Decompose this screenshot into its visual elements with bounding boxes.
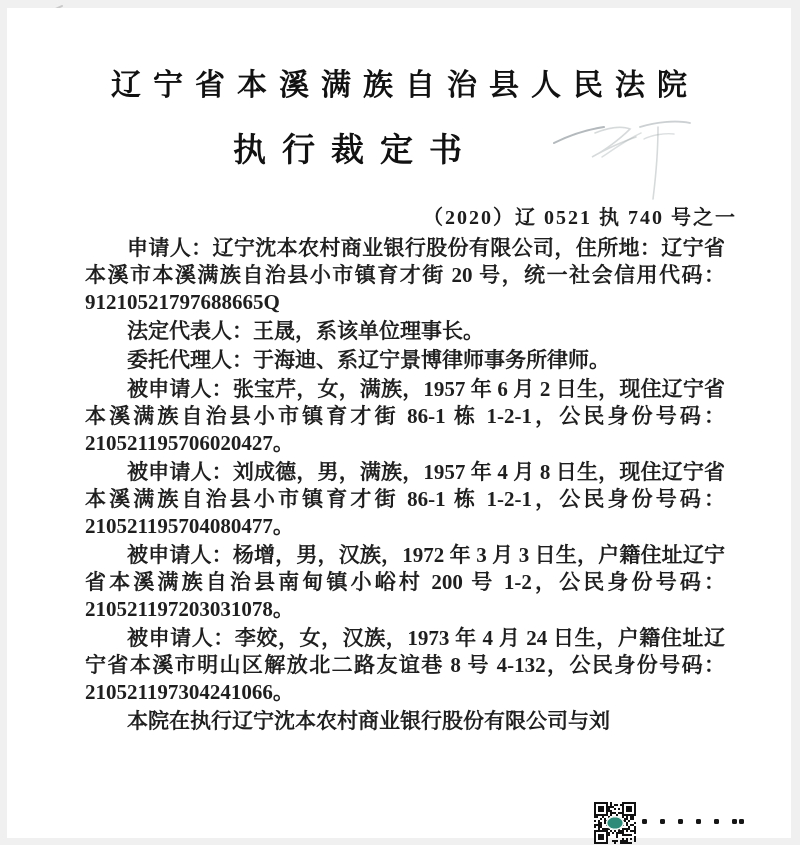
document-body (85, 235, 725, 737)
paragraph-respondent-4: 被申请人：李姣，女，汉族，1973 年 4 月 24 日生，户籍住址辽宁省本溪市明山区解放北二路友谊巷 8 号 4-132，公民身份号码：210521197304241066。 (85, 626, 725, 704)
leader-dot (696, 819, 701, 824)
leader-dot (642, 819, 647, 824)
document-title: 执行裁定书 (233, 133, 478, 169)
leader-dot (660, 819, 665, 824)
paragraph-attorney: 委托代理人：于海迪、系辽宁景博律师事务所律师。 (127, 348, 610, 372)
document-page (7, 8, 791, 838)
paragraph-applicant: 申请人：辽宁沈本农村商业银行股份有限公司，住所地：辽宁省本溪市本溪满族自治县小市镇育才街 20 号，统一社会信用代码：91210521797688665Q (85, 236, 725, 314)
court-name: 辽宁省本溪满族自治县人民法院 (111, 69, 699, 102)
leader-dots (642, 819, 744, 824)
leader-dot (678, 819, 683, 824)
paragraph-respondent-2: 被申请人：刘成德，男，满族，1957 年 4 月 8 日生，现住辽宁省本溪满族自治县小市镇育才街 86-1 栋 1-2-1，公民身份号码：210521195704080477。 (85, 460, 725, 538)
paragraph-respondent-3: 被申请人：杨增，男，汉族，1972 年 3 月 3 日生，户籍住址辽宁省本溪满族自治县南甸镇小峪村 200 号 1-2，公民身份号码：210521197203031078。 (85, 543, 725, 621)
paragraph-enforcement-intro: 本院在执行辽宁沈本农村商业银行股份有限公司与刘 (127, 709, 610, 733)
paragraph-respondent-1: 被申请人：张宝芹，女，满族，1957 年 6 月 2 日生，现住辽宁省本溪满族自治县小市镇育才街 86-1 栋 1-2-1，公民身份号码：210521195706020427。 (85, 377, 725, 455)
leader-dot (714, 819, 719, 824)
qr-code (593, 802, 637, 844)
leader-dot (739, 819, 744, 824)
leader-dot (732, 819, 737, 824)
paragraph-legal-rep: 法定代表人：王晟，系该单位理事长。 (127, 319, 484, 343)
handwritten-signature (540, 113, 700, 208)
case-number: （2020）辽 0521 执 740 号之一 (423, 207, 737, 229)
